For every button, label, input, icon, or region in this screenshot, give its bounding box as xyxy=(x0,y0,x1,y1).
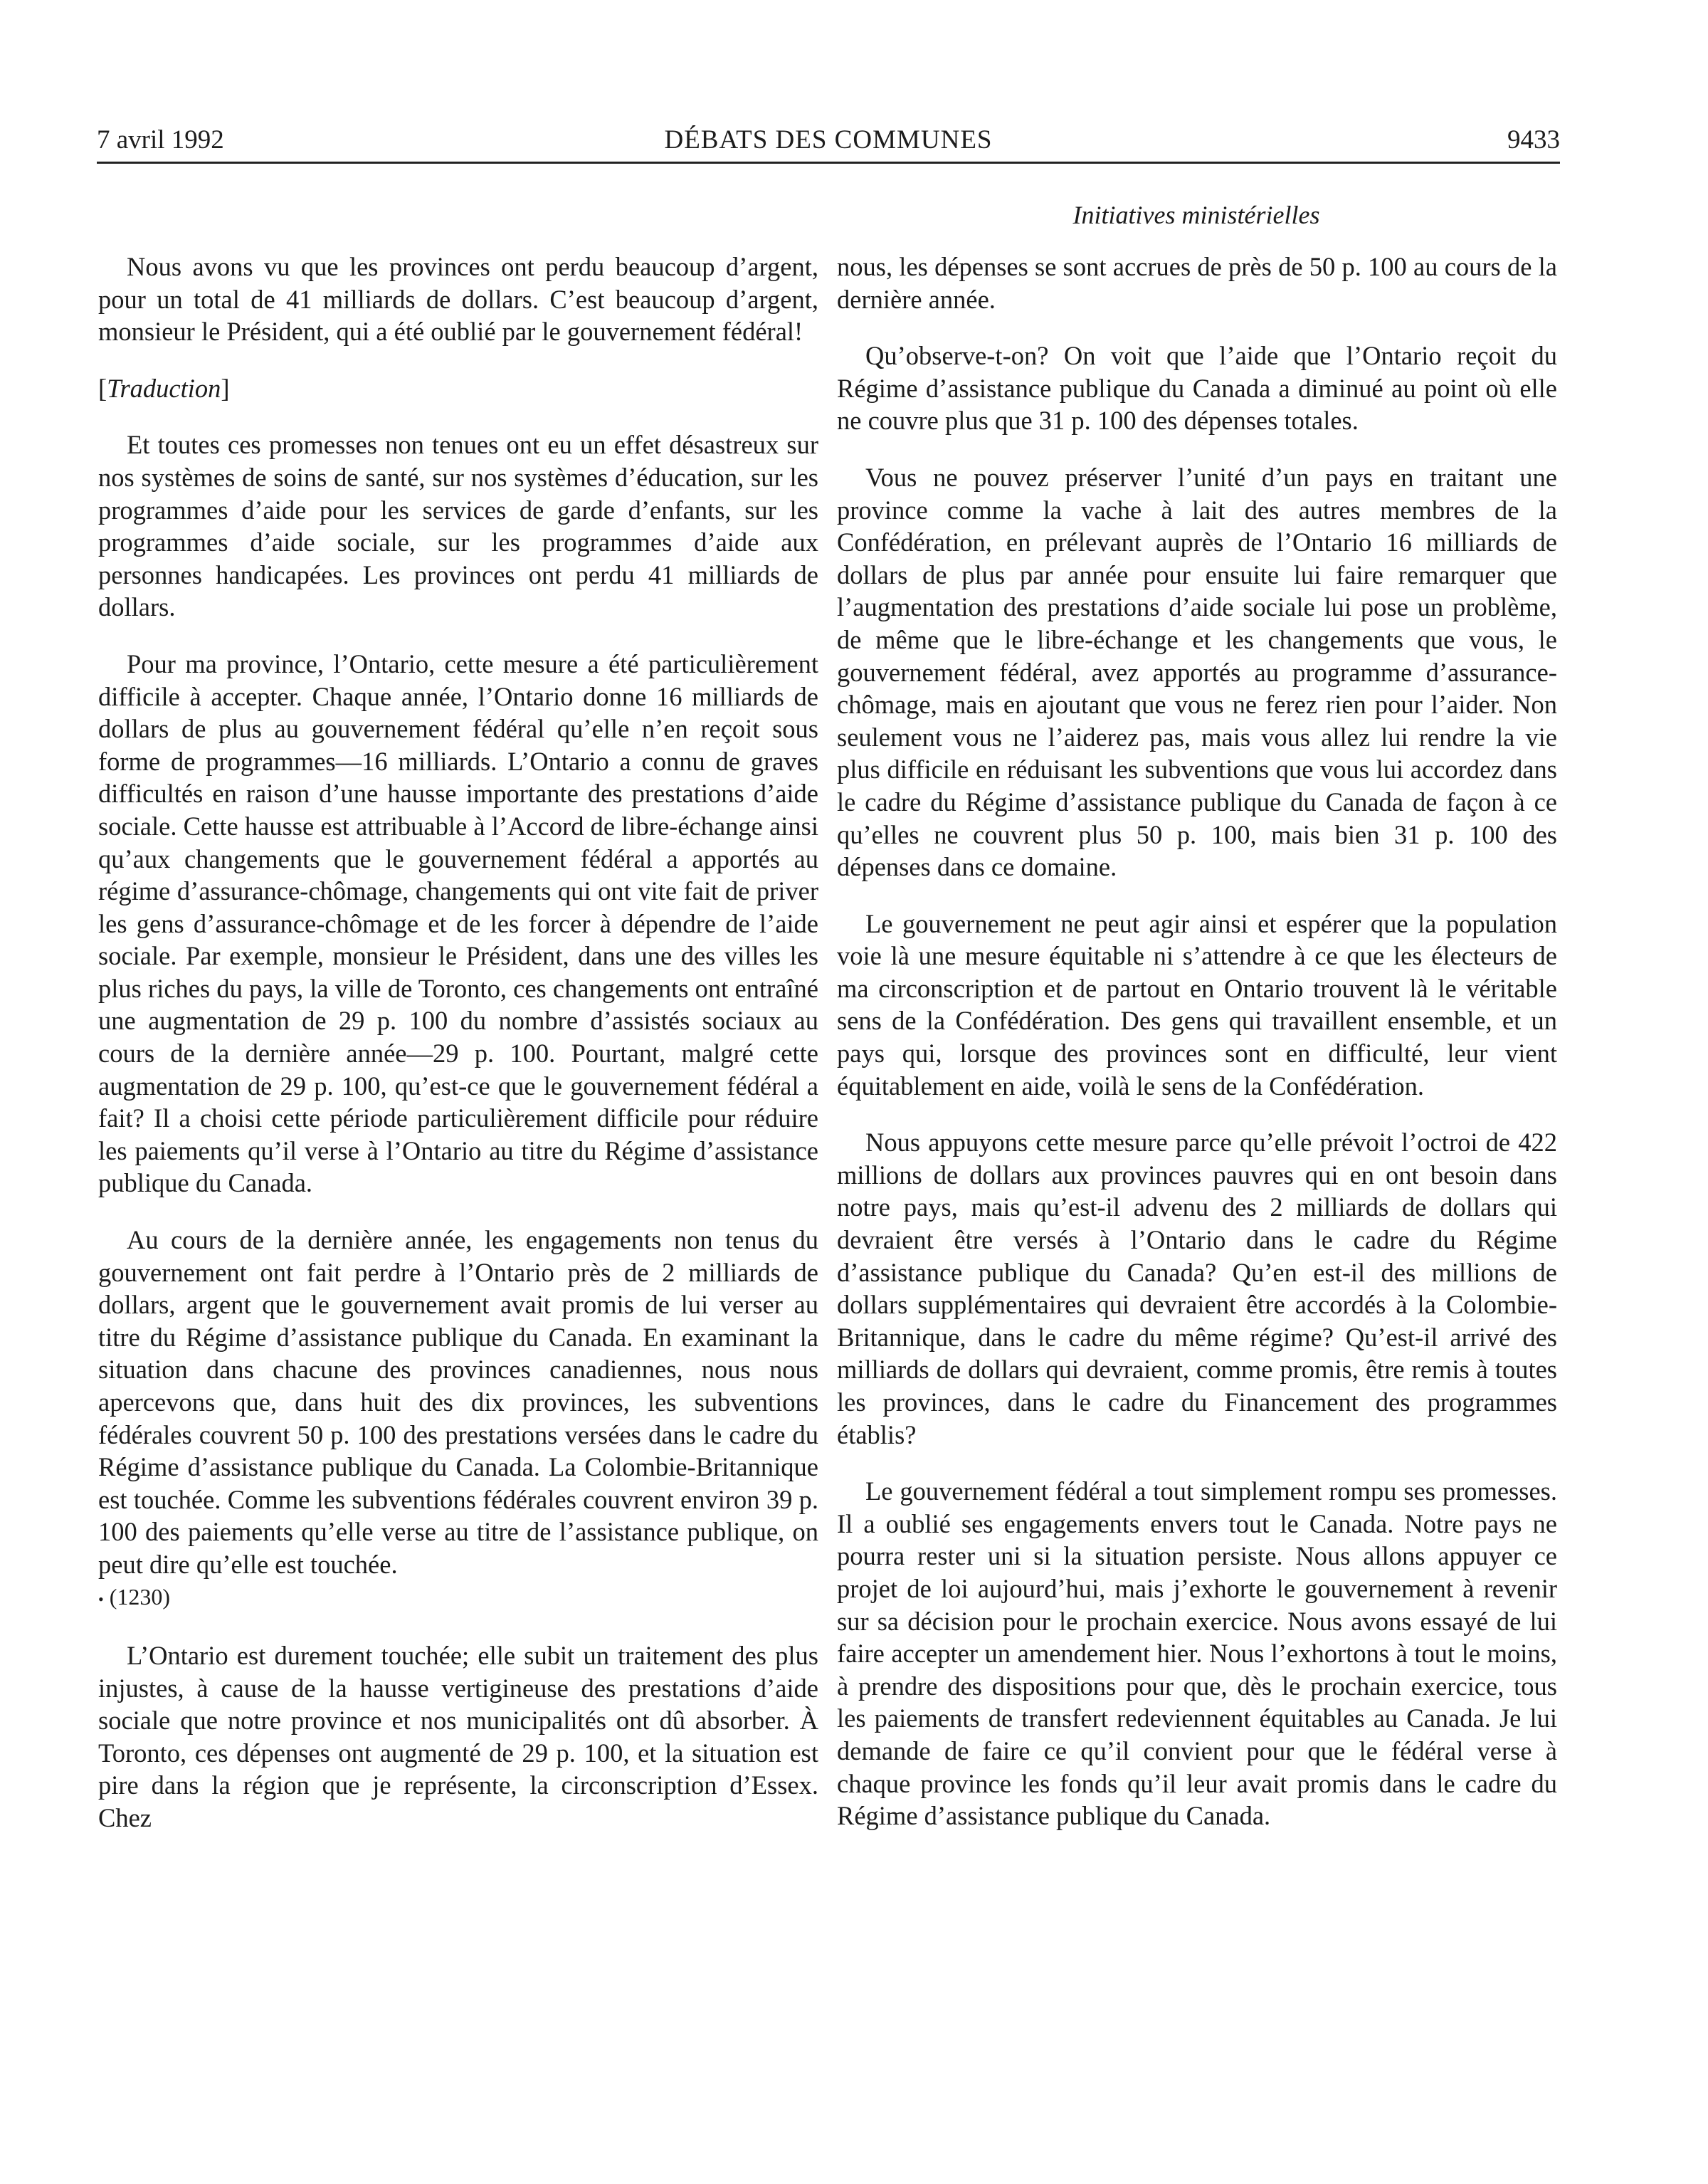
paragraph: Nous avons vu que les provinces ont perdu beaucoup d’argent, pour un total de 41 milliards de dollars. C’est beaucoup d’argent, monsieur le Président, qui a été oublié par le gouvernement fédéral! xyxy=(98,252,818,347)
header-rule xyxy=(97,162,1560,164)
header-date: 7 avril 1992 xyxy=(97,125,224,154)
paragraph: Qu’observe-t-on? On voit que l’aide que l’Ontario reçoit du Régime d’assistance publique du Canada a diminué au point où elle ne couvre plus que 31 p. 100 des dépenses totales. xyxy=(837,341,1557,436)
translation-label: Traduction xyxy=(107,373,221,403)
left-column xyxy=(98,251,818,1834)
translation-bracket-close: ] xyxy=(221,373,230,403)
translation-bracket-open: [ xyxy=(98,373,107,403)
paragraph: L’Ontario est durement touchée; elle subit un traitement des plus injustes, à cause de la hausse vertigineuse des prestations d’aide sociale que notre province et nos municipalités ont dû absorber. À Toronto, ces dépenses ont augmenté de 29 p. 100, et la situation est pire dans la région que je représente, la circonscription d’Essex. Chez xyxy=(98,1641,818,1832)
paragraph: Nous appuyons cette mesure parce qu’elle prévoit l’octroi de 422 millions de dollars aux provinces pauvres qui en ont besoin dans notre pays, mais qu’est-il advenu des 2 milliards de dollars qui devraient être versés à l’Ontario dans le cadre du Régime d’assistance publique du Canada? Qu’en est-il des millions de dollars supplémentaires qui devraient être accordés à la Colombie-Britannique, dans le cadre du même régime? Qu’est-il arrivé des milliards de dollars qui devraient, comme promis, être remis à toutes les provinces, dans le cadre du Financement des programmes établis? xyxy=(837,1128,1557,1449)
paragraph: Au cours de la dernière année, les engagements non tenus du gouvernement ont fait perdre à l’Ontario près de 2 milliards de dollars, argent que le gouvernement avait promis de lui verser au titre du Régime d’assistance publique du Canada. En examinant la situation dans chacune des provinces canadiennes, nous nous apercevons que, dans huit des dix provinces, les subventions fédérales couvrent 50 p. 100 des prestations versées dans le cadre du Régime d’assistance publique du Canada. La Colombie-Britannique est touchée. Comme les subventions fédérales couvrent environ 39 p. 100 des paiements qu’elle verse au titre de l’assistance publique, on peut dire qu’elle est touchée. xyxy=(98,1225,818,1579)
time-marker xyxy=(98,1581,818,1615)
paragraph: nous, les dépenses se sont accrues de près de 50 p. 100 au cours de la dernière année. xyxy=(837,252,1557,314)
bullet-icon: • xyxy=(98,1590,104,1608)
translation-note xyxy=(98,372,818,405)
right-column xyxy=(837,251,1557,1832)
paragraph: Vous ne pouvez préserver l’unité d’un pays en traitant une province comme la vache à lait des autres membres de la Confédération, en prélevant auprès de l’Ontario 16 milliards de dollars de plus par année pour ensuite lui faire remarquer que l’augmentation des prestations d’aide sociale lui pose un problème, de même que le libre-échange et les changements que vous, le gouvernement fédéral, avez apportés au programme d’assurance-chômage, mais en ajoutant que vous ne ferez rien pour l’aider. Non seulement vous ne l’aiderez pas, mais vous allez lui rendre la vie plus difficile en réduisant les subventions que vous lui accordez dans le cadre du Régime d’assistance publique du Canada de façon à ce qu’elles ne couvrent plus 50 p. 100, mais bien 31 p. 100 des dépenses dans ce domaine. xyxy=(837,462,1557,882)
header-title: DÉBATS DES COMMUNES xyxy=(664,125,993,154)
header-page-number: 9433 xyxy=(1507,125,1560,154)
time-stamp: (1230) xyxy=(109,1583,171,1610)
paragraph: Le gouvernement ne peut agir ainsi et espérer que la population voie là une mesure équitable ni s’attendre à ce que les électeurs de ma circonscription et de partout en Ontario trouvent là le véritable sens de la Confédération. Des gens qui travaillent ensemble, et un pays qui, lorsque des provinces sont en difficulté, leur vient équitablement en aide, voilà le sens de la Confédération. xyxy=(837,908,1557,1101)
section-title: Initiatives ministérielles xyxy=(1072,201,1320,229)
paragraph: Et toutes ces promesses non tenues ont eu un effet désastreux sur nos systèmes de soins de santé, sur nos systèmes d’éducation, sur les programmes d’aide pour les services de garde d’enfants, sur les programmes d’aide sociale, sur les programmes d’aide aux personnes handicapées. Les provinces ont perdu 41 milliards de dollars. xyxy=(98,430,818,622)
paragraph: Pour ma province, l’Ontario, cette mesure a été particulièrement difficile à accepter. Chaque année, l’Ontario donne 16 milliards de dollars de plus au gouvernement fédéral qu’elle n’en reçoit sous forme de programmes—16 milliards. L’Ontario a connu de graves difficultés en raison d’une hausse importante des prestations d’aide sociale. Cette hausse est attribuable à l’Accord de libre-échange ainsi qu’aux changements que le gouvernement fédéral a apportés au régime d’assurance-chômage, changements qui ont vite fait de priver les gens d’assurance-chômage et de les forcer à dépendre de l’aide sociale. Par exemple, monsieur le Président, dans une des villes les plus riches du pays, la ville de Toronto, ces changements ont entraîné une augmentation de 29 p. 100 du nombre d’assistés sociaux au cours de la dernière année—29 p. 100. Pourtant, malgré cette augmentation de 29 p. 100, qu’est-ce que le gouvernement fédéral a fait? Il a choisi cette période particulièrement difficile pour réduire les paiements qu’il verse à l’Ontario au titre du Régime d’assistance publique du Canada. xyxy=(98,649,818,1198)
running-header xyxy=(97,120,1560,161)
paragraph: Le gouvernement fédéral a tout simplement rompu ses promesses. Il a oublié ses engagements envers tout le Canada. Notre pays ne pourra rester uni si la situation persiste. Nous allons appuyer ce projet de loi aujourd’hui, mais j’exhorte le gouvernement à revenir sur sa décision pour le prochain exercice. Nous avons essayé de lui faire accepter un amendement hier. Nous l’exhortons à tout le moins, à prendre des dispositions pour que, dès le prochain exercice, tous les paiements de transfert redeviennent équitables au Canada. Je lui demande de faire ce qu’il convient pour que le fédéral verse à chaque province les fonds qu’il leur avait promis dans le cadre du Régime d’assistance publique du Canada. xyxy=(837,1476,1557,1831)
